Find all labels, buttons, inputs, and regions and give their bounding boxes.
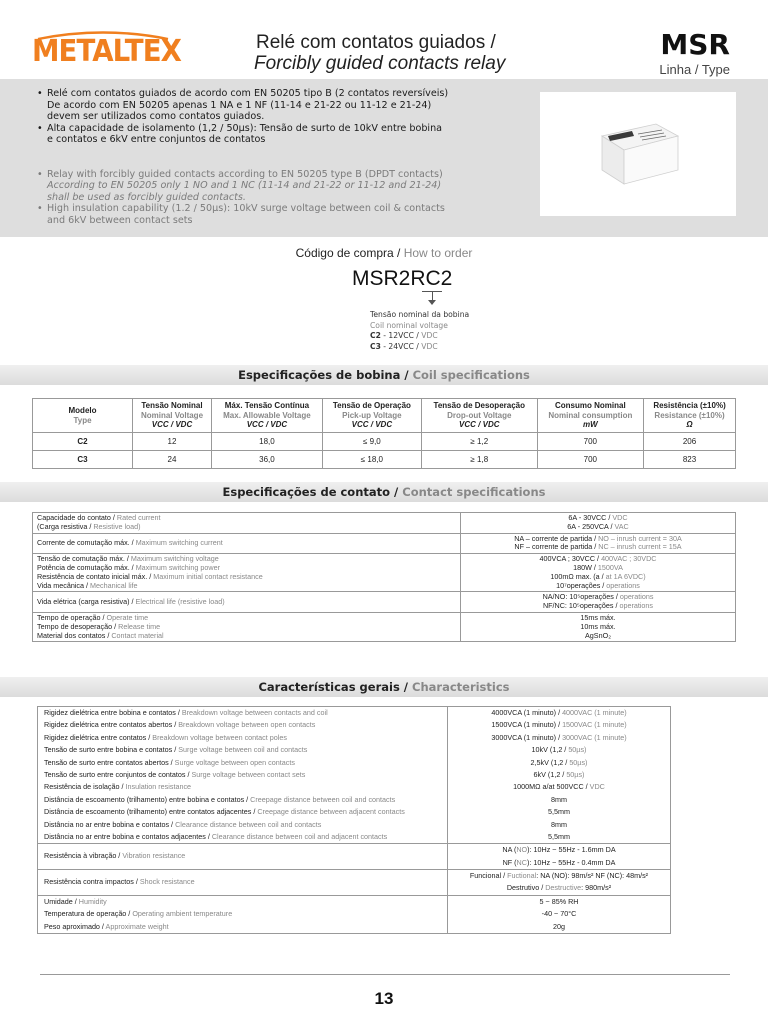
text-en: Mechanical life <box>90 580 138 590</box>
order-notes <box>370 310 469 352</box>
text-pt: Tempo de operação / <box>37 612 107 622</box>
text-pt: Rigidez dielétrica entre contatos / <box>44 732 153 742</box>
spec-value-cell <box>461 612 736 641</box>
col-header-pt: Resistência (±10%) <box>653 401 726 411</box>
table-row <box>38 707 671 844</box>
footer-divider <box>40 974 730 975</box>
spec-label <box>44 732 441 744</box>
bullet-line: and 6kV between contact sets <box>47 214 193 226</box>
order-option-c3 <box>370 342 469 353</box>
spec-value <box>454 794 664 806</box>
spec-label <box>44 896 441 908</box>
col-header-en: Resistance (±10%) <box>654 410 725 420</box>
text-pt: Vida elétrica (carga resistiva) / <box>37 596 136 606</box>
spec-label <box>44 757 441 769</box>
col-header <box>33 399 133 433</box>
text-en: Operate time <box>106 612 149 622</box>
section-title-pt: Características gerais / <box>258 680 408 694</box>
spec-label-cell <box>33 612 461 641</box>
spec-label <box>37 632 456 641</box>
text-en: VDC <box>589 782 605 792</box>
text-pt: Tensão de comutação máx. / <box>37 554 131 564</box>
text-pt: 3000VCA (1 minuto) / <box>491 732 563 742</box>
order-note-pt: Tensão nominal da bobina <box>370 310 470 319</box>
spec-value <box>454 844 664 856</box>
text-en: Maximum switching power <box>135 562 220 572</box>
text-pt: Capacidade do contato / <box>37 513 117 522</box>
order-heading-pt: Código de compra / <box>295 246 401 260</box>
spec-label <box>37 598 456 607</box>
spec-value <box>454 921 664 933</box>
spec-value-cell <box>448 844 671 870</box>
spec-value <box>454 908 664 920</box>
text-pt: Destrutivo / <box>506 883 546 893</box>
spec-value <box>454 831 664 843</box>
text-en: 50µs) <box>568 745 587 755</box>
table-row <box>38 895 671 933</box>
option-en: VDC <box>421 341 438 351</box>
spec-label <box>44 794 441 806</box>
spec-label <box>44 719 441 731</box>
text-pt: 15ms máx. <box>580 612 616 622</box>
bullet-line: e contatos e 6kV entre conjuntos de contatos <box>47 134 266 145</box>
text-en: 3000VAC (1 minute) <box>562 732 627 742</box>
text-en: Maximum switching current <box>135 537 223 547</box>
text-pt: 20g <box>553 921 565 931</box>
option-en: VDC <box>421 331 438 340</box>
text-pt: Tensão de surto entre conjuntos de contatos / <box>44 769 192 779</box>
bullet-line: • High insulation capability (1.2 / 50µs): 10kV surge voltage between coil & contacts <box>47 203 445 214</box>
spec-value <box>454 719 664 731</box>
bullet-en-1 <box>37 169 507 204</box>
text-pt: NA/NO: 10⁵operações / <box>542 592 620 602</box>
text-en: 1500VA <box>597 562 623 572</box>
col-header <box>322 399 421 433</box>
text-pt: NA ( <box>502 845 517 855</box>
spec-label-cell <box>33 554 461 592</box>
text-pt: 1500VCA (1 minuto) / <box>491 720 563 730</box>
col-header-pt: Tensão de Operação <box>332 401 411 411</box>
text-en: VDC <box>612 513 628 522</box>
spec-label <box>44 819 441 831</box>
text-pt: 5 ~ 85% RH <box>539 896 579 906</box>
text-pt: Funcional / <box>469 871 508 881</box>
text-pt: 6kV (1,2 / <box>533 769 567 779</box>
spec-label <box>44 876 441 888</box>
col-header <box>644 399 736 433</box>
table-row <box>33 612 736 641</box>
text-pt: 400VCA ; 30VCC / <box>539 554 602 564</box>
text-pt: 180W / <box>573 562 598 572</box>
text-en: Clearance distance between coil and adjacent contacts <box>211 831 388 841</box>
order-heading <box>0 246 768 260</box>
col-header-en: Type <box>73 415 92 425</box>
col-header-unit: VCC / VDC <box>351 420 393 430</box>
table-row <box>33 592 736 613</box>
text-en: operations <box>606 580 640 590</box>
text-en: Electrical life (resistive load) <box>135 596 225 606</box>
text-pt: Resistência contra impactos / <box>44 877 140 887</box>
text-pt: : 980m/s² <box>581 883 612 893</box>
col-header-en: Pick-up Voltage <box>342 410 402 420</box>
text-pt: : NA (NO): 98m/s² NF (NC): 48m/s² <box>536 871 649 881</box>
text-pt: Distância no ar entre bobina e contatos / <box>44 819 176 829</box>
spec-value-cell <box>461 592 736 613</box>
option-code: C2 <box>370 331 381 340</box>
spec-value-cell <box>448 707 671 844</box>
page-title-pt: Relé com contatos guiados / <box>256 32 496 53</box>
col-header-pt: Máx. Tensão Contínua <box>224 401 310 411</box>
table-row <box>33 533 736 554</box>
col-header-pt: Tensão Nominal <box>141 401 203 411</box>
text-en: operations <box>619 601 654 611</box>
col-header-en: Nominal consumption <box>548 410 633 420</box>
relay-image-icon <box>598 122 680 186</box>
text-en: Insulation resistance <box>125 782 192 792</box>
spec-label <box>44 850 441 862</box>
text-pt: Resistência à vibração / <box>44 851 123 861</box>
text-en: Surge voltage between contact sets <box>191 769 306 779</box>
spec-label-cell <box>33 513 461 534</box>
text-pt: 10⁷operações / <box>556 580 607 590</box>
spec-label <box>37 582 456 591</box>
table-row <box>38 870 671 896</box>
text-pt: Resistência de contato inicial máx. / <box>37 571 154 581</box>
order-note-en: Coil nominal voltage <box>370 320 448 330</box>
product-code: MSR <box>660 28 730 61</box>
text-en: Maximum switching voltage <box>130 554 219 564</box>
text-pt: 8mm <box>551 819 567 829</box>
text-en: Shock resistance <box>139 877 195 887</box>
text-en: Release time <box>118 621 161 631</box>
text-en: Humidity <box>78 896 107 906</box>
text-pt: Potência de comutação máx. / <box>37 562 136 572</box>
text-en: 1500VAC (1 minute) <box>562 720 627 730</box>
text-en: NO – inrush current = 30A <box>598 533 682 543</box>
section-title-en: Coil specifications <box>412 368 530 382</box>
spec-value-cell <box>461 554 736 592</box>
spec-label <box>37 539 456 548</box>
bullet-pt-1 <box>37 88 507 123</box>
table-cell: ≤ 9,0 <box>322 433 421 451</box>
text-pt: Distância de escoamento (trilhamento) entre bobina e contatos / <box>44 794 251 804</box>
arrow-down-icon <box>428 300 436 305</box>
contact-spec-table <box>32 512 736 642</box>
spec-value <box>454 896 664 908</box>
text-en: 4000VAC (1 minute) <box>562 708 627 717</box>
spec-value <box>465 582 731 591</box>
table-header-row <box>33 399 736 433</box>
table-cell: 36,0 <box>211 451 322 469</box>
table-cell: 700 <box>537 433 643 451</box>
spec-label <box>37 523 456 532</box>
spec-value <box>465 602 731 611</box>
text-pt: 6A - 250VCA / <box>567 521 615 531</box>
page-title-en: Forcibly guided contacts relay <box>254 53 506 74</box>
section-title-pt: Especificações de bobina / <box>238 368 409 382</box>
text-pt: ): 10Hz ~ 55Hz - 0.4mm DA <box>526 857 616 867</box>
table-row <box>33 451 736 469</box>
col-header <box>133 399 212 433</box>
spec-value <box>454 882 664 894</box>
text-pt: ): 10Hz ~ 55Hz - 1.6mm DA <box>527 845 616 855</box>
text-en: Operating ambient temperature <box>132 909 233 919</box>
text-pt: Corrente de comutação máx. / <box>37 537 136 547</box>
text-en: NO <box>516 845 528 855</box>
bullet-line: De acordo com EN 50205 apenas 1 NA e 1 NF (11-14 e 21-22 ou 11-12 e 21-24) <box>47 99 432 111</box>
text-pt: 5,5mm <box>548 831 570 841</box>
metaltex-logo <box>32 30 181 70</box>
table-row <box>33 433 736 451</box>
text-pt: Tensão de surto entre bobina e contatos / <box>44 745 179 755</box>
text-pt: Distância no ar entre bobina e contatos adjacentes / <box>44 831 212 841</box>
text-pt: NF/NC: 10⁵operações / <box>542 601 620 611</box>
col-header-pt: Consumo Nominal <box>555 401 626 411</box>
spec-value <box>465 523 731 532</box>
col-header <box>537 399 643 433</box>
spec-value-cell <box>448 895 671 933</box>
text-en: Creepage distance between adjacent contacts <box>257 807 405 817</box>
text-pt: 2,5kV (1,2 / <box>530 757 570 767</box>
text-pt: Temperatura de operação / <box>44 909 133 919</box>
spec-value-cell <box>461 533 736 554</box>
col-header-en: Nominal Voltage <box>140 410 204 420</box>
text-en: 400VAC ; 30VDC <box>601 554 657 564</box>
bullet-line: • Relé com contatos guiados de acordo com EN 50205 tipo B (2 contatos reversíveis) <box>47 88 449 99</box>
section-title-pt: Especificações de contato / <box>222 485 399 499</box>
text-en: Destructive <box>545 883 582 893</box>
text-en: Resistive load) <box>93 521 141 531</box>
table-cell: 18,0 <box>211 433 322 451</box>
spec-value <box>454 857 664 869</box>
text-pt: Vida mecânica / <box>37 580 91 590</box>
table-cell: ≥ 1,2 <box>421 433 537 451</box>
col-header-unit: mW <box>583 420 598 430</box>
text-pt: 10kV (1,2 / <box>531 745 569 755</box>
col-header-unit: VCC / VDC <box>151 420 193 430</box>
table-cell: 24 <box>133 451 212 469</box>
text-en: Creepage distance between coil and contacts <box>250 794 396 804</box>
table-cell: 823 <box>644 451 736 469</box>
text-en: Rated current <box>116 513 161 522</box>
spec-label <box>44 908 441 920</box>
bullet-line: devem ser utilizados como contatos guiados. <box>47 111 265 122</box>
spec-label <box>44 806 441 818</box>
text-en: NC – inrush current = 15A <box>598 542 682 552</box>
text-pt: NF – corrente de partida / <box>514 542 599 552</box>
page-number: 13 <box>374 989 394 1008</box>
text-pt: 100mΩ max. (a / <box>550 571 606 581</box>
table-row <box>33 513 736 534</box>
table-row <box>38 844 671 870</box>
text-pt: Tensão de surto entre contatos abertos / <box>44 757 175 767</box>
text-en: Clearance distance between coil and contacts <box>175 819 322 829</box>
table-cell: 700 <box>537 451 643 469</box>
spec-label <box>44 744 441 756</box>
col-header-pt: Tensão de Desoperação <box>433 401 525 411</box>
text-pt: Rigidez dielétrica entre contatos abertos / <box>44 720 179 730</box>
spec-value <box>465 543 731 552</box>
bullet-line: • Relay with forcibly guided contacts according to EN 50205 type B (DPDT contacts) <box>47 168 443 180</box>
text-pt: Material dos contatos / <box>37 630 112 640</box>
coil-spec-table <box>32 398 736 469</box>
table-cell: 12 <box>133 433 212 451</box>
text-pt: Distância de escoamento (trilhamento) entre contatos adjacentes / <box>44 807 258 817</box>
section-title-en: Contact specifications <box>402 485 546 499</box>
table-cell: ≤ 18,0 <box>322 451 421 469</box>
text-pt: -40 ~ 70°C <box>541 909 577 919</box>
table-cell: C3 <box>33 451 133 469</box>
order-code: MSR2RC2 <box>352 267 453 290</box>
charac-section-header <box>0 677 768 697</box>
text-pt: NF ( <box>502 857 517 867</box>
text-pt: Rigidez dielétrica entre bobina e contatos / <box>44 708 182 717</box>
option-pt: - 12VCC / <box>380 331 422 340</box>
table-cell: ≥ 1,8 <box>421 451 537 469</box>
spec-value <box>454 769 664 781</box>
spec-label-cell <box>38 707 448 844</box>
spec-label <box>44 781 441 793</box>
spec-value <box>454 707 664 719</box>
spec-label <box>44 831 441 843</box>
text-en: operations <box>619 592 654 602</box>
col-header-unit: VCC / VDC <box>459 420 500 430</box>
text-pt: AgSnO₂ <box>585 630 611 640</box>
text-pt: Umidade / <box>44 896 79 906</box>
text-pt: Peso aproximado / <box>44 921 106 931</box>
intro-bullets <box>37 88 507 226</box>
col-header-unit: VCC / VDC <box>246 420 288 430</box>
characteristics-table <box>37 706 671 934</box>
bullet-line: • Alta capacidade de isolamento (1,2 / 50µs): Tensão de surto de 10kV entre bobina <box>47 122 443 134</box>
spec-label-cell <box>33 533 461 554</box>
col-header-en: Drop-out Voltage <box>447 410 512 420</box>
text-pt: 4000VCA (1 minuto) / <box>491 708 563 717</box>
section-title-en: Characteristics <box>412 680 510 694</box>
text-en: VAC <box>614 521 629 531</box>
bullet-en-2 <box>37 203 507 226</box>
spec-value-cell <box>461 513 736 534</box>
spec-label-cell <box>38 870 448 896</box>
spec-label-cell <box>33 592 461 613</box>
spec-label-cell <box>38 844 448 870</box>
text-pt: Tempo de desoperação / <box>37 621 119 631</box>
spec-label <box>44 921 441 933</box>
product-line-label: Linha / Type <box>659 62 730 77</box>
text-en: Surge voltage between coil and contacts <box>178 745 308 755</box>
spec-value <box>454 744 664 756</box>
spec-value <box>454 806 664 818</box>
spec-value <box>454 781 664 793</box>
spec-value <box>465 632 731 641</box>
bullet-pt-2 <box>37 123 507 146</box>
col-header-pt: Modelo <box>68 406 97 415</box>
text-en: Approximate weight <box>105 921 169 931</box>
spec-value <box>454 757 664 769</box>
text-en: at 1A 6VDC) <box>605 571 646 581</box>
text-en: Breakdown voltage between contacts and coil <box>181 708 328 717</box>
text-pt: 8mm <box>551 794 567 804</box>
text-en: 50µs) <box>566 769 585 779</box>
order-option-c2 <box>370 331 469 342</box>
bullet-line: According to EN 50205 only 1 NO and 1 NC (11-14 and 21-22 or 11-12 and 21-24) <box>47 180 442 191</box>
bullet-line: shall be used as forcibly guided contacts. <box>47 191 246 203</box>
spec-value <box>454 870 664 882</box>
coil-section-header <box>0 365 768 385</box>
text-pt: (Carga resistiva / <box>37 521 94 531</box>
text-pt: 5,5mm <box>548 807 570 817</box>
text-en: Maximum initial contact resistance <box>153 571 263 581</box>
spec-label <box>44 769 441 781</box>
spec-label <box>44 707 441 719</box>
spec-value <box>454 732 664 744</box>
text-en: Breakdown voltage between contact poles <box>152 732 287 742</box>
text-en: Breakdown voltage between open contacts <box>178 720 316 730</box>
text-pt: 1000MΩ a/at 500VCC / <box>513 782 590 792</box>
col-header-unit: Ω <box>686 420 693 430</box>
contact-section-header <box>0 482 768 502</box>
table-cell: C2 <box>33 433 133 451</box>
text-en: NC <box>516 857 527 867</box>
col-header-en: Max. Allowable Voltage <box>223 410 311 420</box>
logo-text: METALTEX <box>32 34 181 69</box>
text-pt: Resistência de isolação / <box>44 782 126 792</box>
spec-label-cell <box>38 895 448 933</box>
option-code: C3 <box>370 341 381 351</box>
text-en: 50µs) <box>569 757 588 767</box>
table-row <box>33 554 736 592</box>
text-en: Surge voltage between open contacts <box>174 757 295 767</box>
spec-value-cell <box>448 870 671 896</box>
col-header <box>211 399 322 433</box>
text-pt: 10ms máx. <box>580 621 616 631</box>
text-pt: NA – corrente de partida / <box>514 533 599 543</box>
text-en: Vibration resistance <box>122 851 186 861</box>
spec-value <box>454 819 664 831</box>
text-pt: 6A - 30VCC / <box>568 513 613 522</box>
order-heading-en: How to order <box>403 246 473 260</box>
table-cell: 206 <box>644 433 736 451</box>
option-pt: - 24VCC / <box>380 341 422 351</box>
text-en: Fuctional <box>507 871 537 881</box>
col-header <box>421 399 537 433</box>
text-en: Contact material <box>111 630 164 640</box>
